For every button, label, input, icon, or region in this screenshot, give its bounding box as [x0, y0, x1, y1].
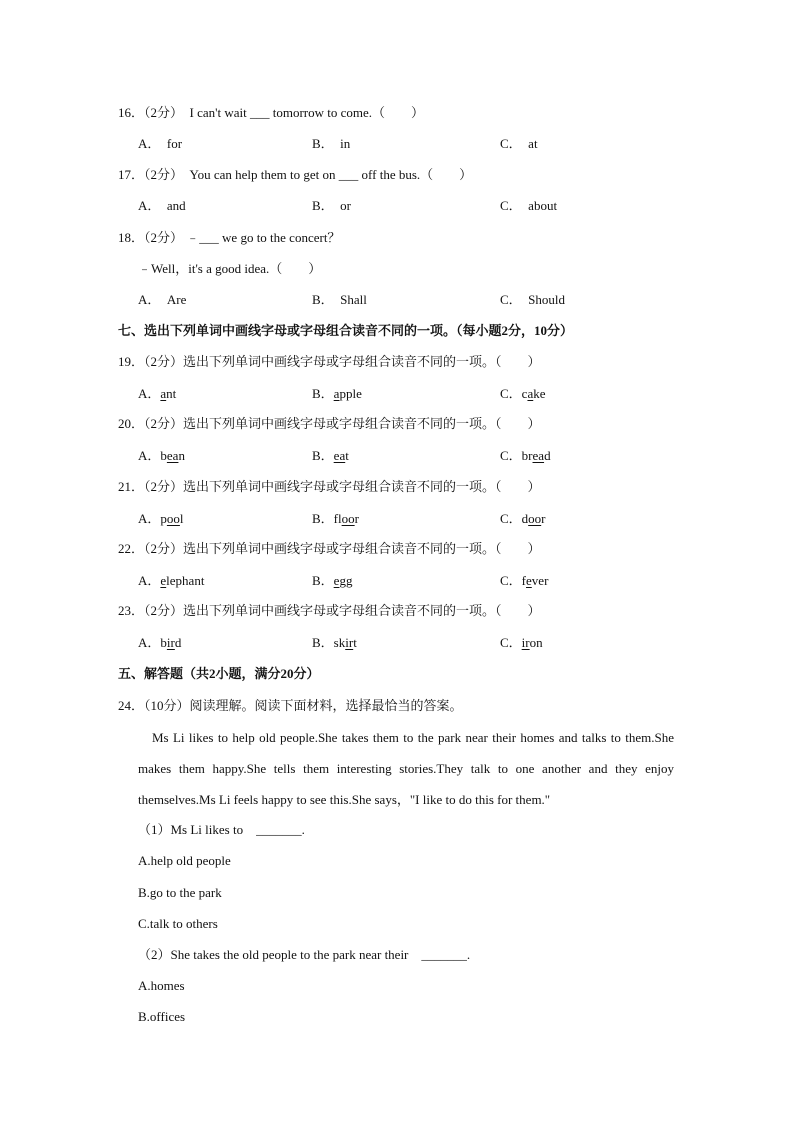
sub1-option-a[interactable]: A.help old people [138, 853, 231, 868]
underlined-letters: ea [166, 448, 179, 463]
option-letter: B． [312, 448, 334, 463]
sub2-option-a[interactable]: A.homes [138, 978, 185, 993]
word-part: c [521, 386, 528, 401]
question-score: （2分） [144, 603, 184, 618]
word-part: t [353, 635, 357, 650]
question-number: 16． [118, 105, 145, 120]
question-score: （10分） [144, 698, 190, 713]
option-a[interactable] [138, 385, 176, 403]
option-letter: A． [138, 136, 161, 151]
word-part: p [160, 511, 167, 526]
underlined-letters: e [333, 573, 340, 588]
word-part: d [174, 635, 182, 650]
sub1-option-c[interactable]: C.talk to others [138, 916, 218, 931]
option-a[interactable] [138, 291, 186, 309]
section-7-heading: 七、选出下列单词中画线字母或字母组合读音不同的一项。（每小题2分，10分） [118, 323, 574, 338]
option-letter: B． [312, 198, 334, 213]
option-b[interactable] [312, 447, 349, 465]
word-part: d [521, 511, 529, 526]
word-part: gg [339, 573, 353, 588]
word-part: pple [339, 386, 362, 401]
question-18-stem [118, 229, 340, 247]
sub2-option-b[interactable]: B.offices [138, 1009, 186, 1024]
option-letter: B． [312, 511, 334, 526]
word-part: f [521, 573, 527, 588]
option-b[interactable] [312, 385, 362, 403]
option-b[interactable] [312, 510, 359, 528]
question-19-stem [118, 353, 541, 371]
word-part: on [529, 635, 543, 650]
underlined-letters: e [160, 573, 167, 588]
option-a[interactable] [138, 572, 204, 590]
question-24-stem [118, 697, 463, 715]
option-c[interactable] [500, 197, 557, 215]
option-text: in [340, 136, 351, 151]
option-text: at [528, 136, 538, 151]
question-number: 21． [118, 479, 145, 494]
option-letter: C． [500, 511, 522, 526]
option-letter: A． [138, 511, 161, 526]
underlined-letters: oo [166, 511, 180, 526]
option-c[interactable] [500, 135, 538, 153]
option-letter: A． [138, 573, 161, 588]
underlined-letters: oo [528, 511, 542, 526]
option-a[interactable] [138, 510, 184, 528]
option-c[interactable] [500, 572, 548, 590]
option-letter: A． [138, 635, 161, 650]
question-22-stem [118, 540, 541, 558]
question-score: （2分） [144, 416, 184, 431]
question-17-stem [118, 166, 472, 184]
word-part: br [521, 448, 533, 463]
sub-question-text: （1）Ms Li likes to [138, 822, 244, 837]
question-text: 选出下列单词中画线字母或字母组合读音不同的一项。（ ） [183, 479, 541, 494]
option-letter: B． [312, 292, 334, 307]
question-text: 选出下列单词中画线字母或字母组合读音不同的一项。（ ） [183, 541, 541, 556]
section-5-heading: 五、解答题（共2小题，满分20分） [118, 666, 320, 681]
question-text: 选出下列单词中画线字母或字母组合读音不同的一项。（ ） [183, 416, 541, 431]
word-part: t [345, 448, 349, 463]
word-part: r [541, 511, 546, 526]
underlined-letters: oo [341, 511, 355, 526]
option-letter: C． [500, 292, 522, 307]
option-text: for [166, 136, 183, 151]
question-20-stem [118, 415, 541, 433]
option-letter: B． [312, 136, 334, 151]
option-letter: C． [500, 198, 522, 213]
option-letter: B． [312, 386, 334, 401]
word-part: nt [166, 386, 177, 401]
question-text: You can help them to get on ___ off the bus.（ ） [189, 167, 473, 182]
sub-question-2 [138, 946, 470, 964]
question-number: 17． [118, 167, 145, 182]
question-text: 选出下列单词中画线字母或字母组合读音不同的一项。（ ） [183, 354, 541, 369]
word-part: sk [333, 635, 346, 650]
word-part: ver [531, 573, 549, 588]
underlined-letters: ir [345, 635, 354, 650]
reading-passage: Ms Li likes to help old people.She takes them to the park near their homes and talks to them.She makes them happy.She tells them interesting stories.They talk to one another and they enjoy themselves.Ms Li feels happy to see this.She says，"I like to do this for them." [138, 730, 674, 807]
option-text: Are [166, 292, 187, 307]
word-part: n [178, 448, 185, 463]
option-b[interactable] [312, 197, 351, 215]
word-part: b [160, 448, 167, 463]
option-c[interactable] [500, 510, 546, 528]
word-part: b [160, 635, 167, 650]
question-18-dialogue: ﹣Well，it's a good idea.（ ） [138, 261, 322, 276]
word-part: lephant [166, 573, 205, 588]
option-text: or [340, 198, 352, 213]
underlined-letters: a [527, 386, 534, 401]
question-score: （2分） [144, 167, 184, 182]
question-number: 20． [118, 416, 145, 431]
question-number: 23． [118, 603, 145, 618]
word-part: l [179, 511, 184, 526]
question-score: （2分） [144, 230, 184, 245]
option-text: Shall [340, 292, 367, 307]
option-c[interactable] [500, 634, 543, 652]
option-letter: A． [138, 448, 161, 463]
word-part: d [544, 448, 551, 463]
option-c[interactable] [500, 447, 551, 465]
word-part: ke [533, 386, 546, 401]
option-letter: C． [500, 448, 522, 463]
underlined-letters: a [160, 386, 167, 401]
underlined-letters: ir [166, 635, 175, 650]
question-text: ﹣___ we go to the concert？ [186, 230, 341, 245]
option-b[interactable] [312, 291, 367, 309]
option-letter: B． [312, 635, 334, 650]
word-part: fl [333, 511, 342, 526]
option-a[interactable] [138, 447, 185, 465]
option-b[interactable] [312, 634, 357, 652]
question-number: 24． [118, 698, 145, 713]
question-number: 18． [118, 230, 145, 245]
option-letter: C． [500, 386, 522, 401]
question-score: （2分） [144, 479, 184, 494]
word-part: r [354, 511, 359, 526]
option-b[interactable] [312, 572, 352, 590]
sub-question-1 [138, 821, 305, 839]
question-number: 22． [118, 541, 145, 556]
option-letter: B． [312, 573, 334, 588]
option-text: about [528, 198, 558, 213]
question-21-stem [118, 478, 541, 496]
option-text: and [166, 198, 186, 213]
question-number: 19． [118, 354, 145, 369]
option-c[interactable] [500, 385, 546, 403]
underlined-letters: ea [333, 448, 346, 463]
underlined-letters: ea [532, 448, 545, 463]
option-b[interactable] [312, 135, 350, 153]
option-text: Should [528, 292, 566, 307]
option-a[interactable] [138, 135, 182, 153]
question-23-stem [118, 602, 541, 620]
option-a[interactable] [138, 197, 186, 215]
option-letter: A． [138, 198, 161, 213]
option-letter: C． [500, 136, 522, 151]
option-c[interactable] [500, 291, 565, 309]
answer-blank[interactable]: _______. [256, 822, 305, 837]
question-score: （2分） [144, 354, 184, 369]
sub-question-text: （2）She takes the old people to the park near their [138, 947, 409, 962]
question-text: 阅读理解。阅读下面材料，选择最恰当的答案。 [189, 698, 463, 713]
sub1-option-b[interactable]: B.go to the park [138, 885, 222, 900]
option-letter: A． [138, 292, 161, 307]
question-text: I can't wait ___ tomorrow to come.（ ） [189, 105, 425, 120]
option-letter: C． [500, 573, 522, 588]
option-letter: C． [500, 635, 522, 650]
underlined-letters: ir [521, 635, 530, 650]
answer-blank[interactable]: _______. [421, 947, 471, 962]
underlined-letters: e [526, 573, 532, 588]
option-letter: A． [138, 386, 161, 401]
question-16-stem [118, 104, 424, 122]
underlined-letters: a [333, 386, 340, 401]
question-text: 选出下列单词中画线字母或字母组合读音不同的一项。（ ） [183, 603, 541, 618]
question-score: （2分） [144, 541, 184, 556]
option-a[interactable] [138, 634, 181, 652]
question-score: （2分） [144, 105, 184, 120]
